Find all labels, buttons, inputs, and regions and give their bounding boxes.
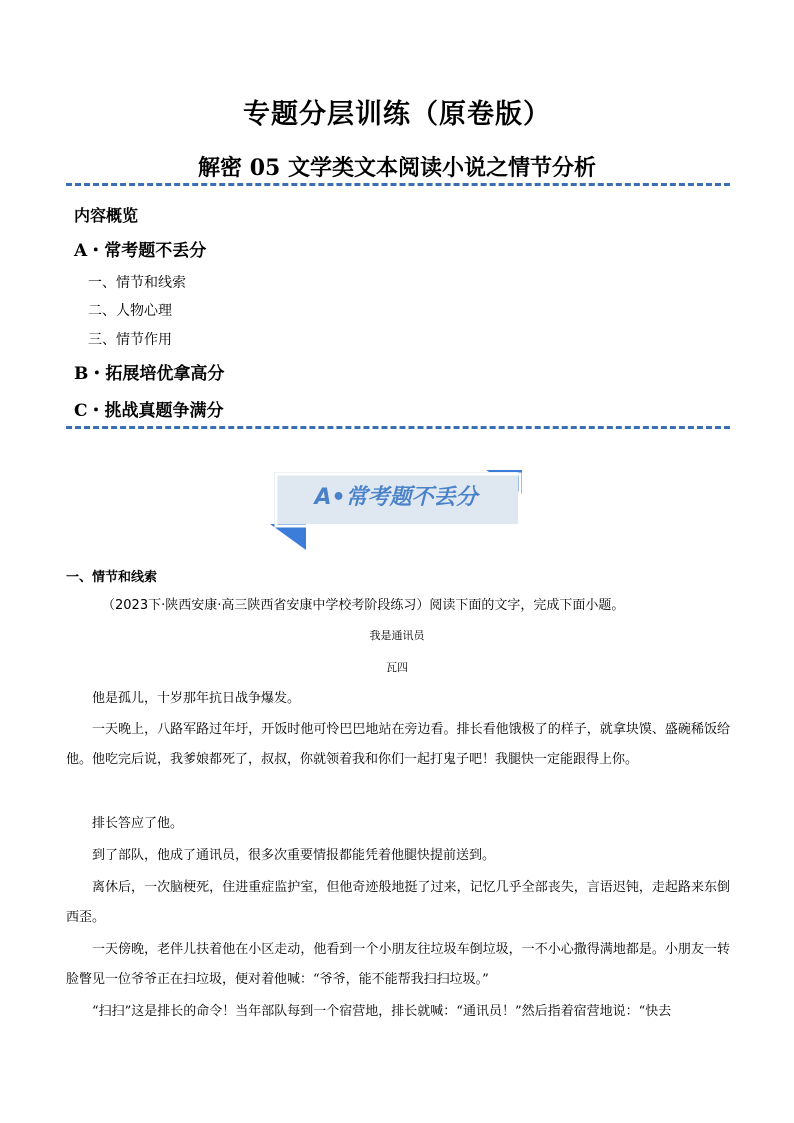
- story-paragraph: 一天傍晚，老伴儿扶着他在小区走动，他看到一个小朋友往垃圾车倒垃圾，一不小心撒得满地都是。小朋友一转脸瞥见一位爷爷正在扫垃圾，便对着他喊：“爷爷，能不能帮我扫扫垃圾。”: [66, 942, 730, 987]
- story-paragraph: 排长答应了他。: [92, 816, 184, 831]
- dashed-divider-bottom: [66, 426, 730, 429]
- story-paragraph: 一天晚上，八路军路过年圩，开饭时他可怜巴巴地站在旁边看。排长看他饿极了的样子，就拿块馍、盛碗稀饭给他。他吃完后说，我爹娘都死了，叔叔，你就领着我和你们一起打鬼子吧！我腿快一定能跟得上你。: [66, 722, 730, 767]
- question-heading: 一、情节和线索: [66, 570, 158, 585]
- story-paragraph: 离休后，一次脑梗死，住进重症监护室，但他奇迹般地挺了过来，记忆几乎全部丧失，言语迟钝，走起路来东倒西歪。: [66, 880, 730, 925]
- overview-section-c: C・挑战真题争满分: [74, 401, 224, 421]
- section-banner: [270, 470, 522, 550]
- story-paragraph: 到了部队，他成了通讯员，很多次重要情报都能凭着他腿快提前送到。: [92, 848, 496, 863]
- dashed-divider-top: [66, 183, 730, 186]
- overview-item-2: 二、人物心理: [88, 303, 172, 319]
- overview-item-1: 一、情节和线索: [88, 275, 186, 291]
- story-paragraph: 他是孤儿，十岁那年抗日战争爆发。: [92, 691, 301, 706]
- story-author: 瓦四: [386, 661, 408, 674]
- banner-text: A•常考题不丢分: [314, 485, 478, 510]
- page-title: 专题分层训练（原卷版）: [243, 99, 551, 130]
- story-title: 我是通讯员: [369, 629, 425, 642]
- overview-section-a: A・常考题不丢分: [74, 241, 207, 261]
- page-subtitle: 解密 05 文学类文本阅读小说之情节分析: [198, 155, 596, 181]
- overview-label: 内容概览: [74, 206, 139, 225]
- question-source: （2023下·陕西安康·高三陕西省安康中学校考阶段练习）阅读下面的文字，完成下面小题。: [102, 598, 625, 613]
- overview-section-b: B・拓展培优拿高分: [74, 364, 225, 384]
- story-paragraph: “扫扫”这是排长的命令！当年部队每到一个宿营地，排长就喊：“通讯员！”然后指着宿营地说：“快去: [92, 1004, 672, 1019]
- overview-item-3: 三、情节作用: [88, 332, 172, 348]
